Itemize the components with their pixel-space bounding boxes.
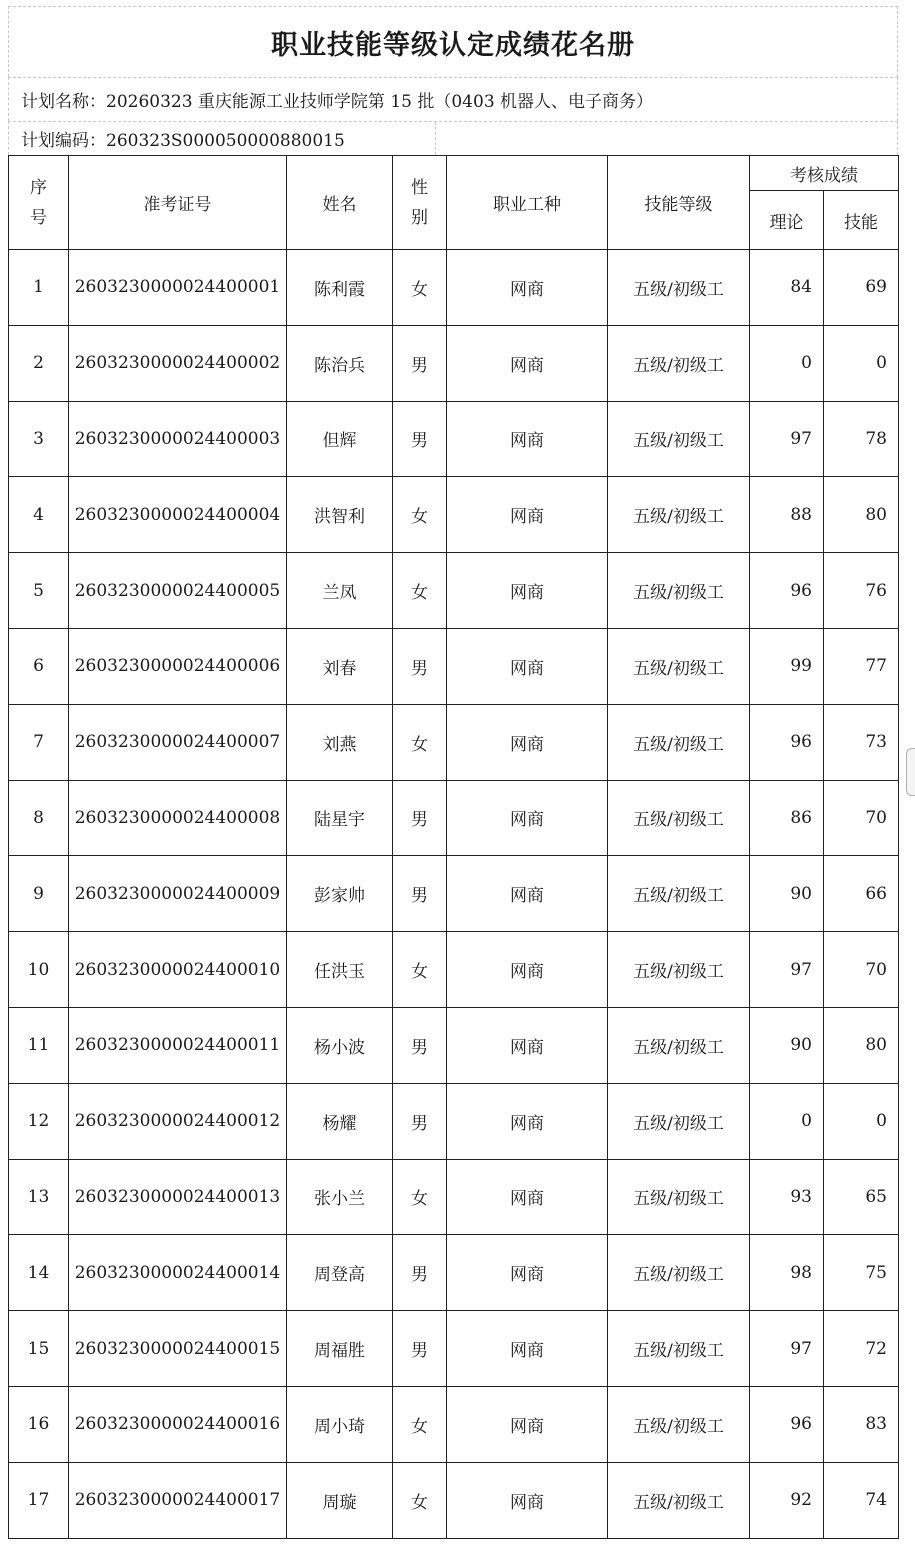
table-row [9, 1159, 899, 1235]
cell-occupation: 网商 [447, 1386, 608, 1462]
cell-occupation: 网商 [447, 325, 608, 401]
cell-skill: 76 [824, 553, 899, 629]
cell-ticket: 2603230000024400007 [69, 704, 287, 780]
cell-gender: 男 [393, 1311, 447, 1387]
cell-level: 五级/初级工 [608, 1386, 750, 1462]
cell-ticket: 2603230000024400002 [69, 325, 287, 401]
cell-occupation: 网商 [447, 704, 608, 780]
cell-gender: 男 [393, 856, 447, 932]
table-row [9, 553, 899, 629]
cell-occupation: 网商 [447, 250, 608, 326]
cell-seq: 16 [9, 1386, 69, 1462]
cell-gender: 女 [393, 1386, 447, 1462]
cell-theory: 90 [750, 856, 824, 932]
cell-name: 但辉 [287, 401, 393, 477]
cell-name: 兰凤 [287, 553, 393, 629]
cell-occupation: 网商 [447, 477, 608, 553]
cell-theory: 88 [750, 477, 824, 553]
cell-skill: 74 [824, 1462, 899, 1538]
cell-ticket: 2603230000024400010 [69, 932, 287, 1008]
cell-gender: 女 [393, 932, 447, 1008]
cell-ticket: 2603230000024400004 [69, 477, 287, 553]
cell-name: 陈利霞 [287, 250, 393, 326]
page-title: 职业技能等级认定成绩花名册 [8, 6, 898, 77]
header-seq-1: 序 [30, 177, 47, 198]
cell-seq: 14 [9, 1235, 69, 1311]
cell-name: 周小琦 [287, 1386, 393, 1462]
cell-ticket: 2603230000024400013 [69, 1159, 287, 1235]
cell-gender: 女 [393, 1462, 447, 1538]
cell-seq: 9 [9, 856, 69, 932]
cell-gender: 男 [393, 325, 447, 401]
cell-theory: 96 [750, 704, 824, 780]
cell-skill: 80 [824, 1007, 899, 1083]
cell-skill: 77 [824, 628, 899, 704]
cell-theory: 92 [750, 1462, 824, 1538]
table-row [9, 325, 899, 401]
cell-ticket: 2603230000024400008 [69, 780, 287, 856]
cell-gender: 女 [393, 250, 447, 326]
cell-theory: 0 [750, 325, 824, 401]
cell-ticket: 2603230000024400001 [69, 250, 287, 326]
cell-occupation: 网商 [447, 1083, 608, 1159]
cell-name: 刘燕 [287, 704, 393, 780]
cell-gender: 男 [393, 1235, 447, 1311]
table-row [9, 1386, 899, 1462]
cell-level: 五级/初级工 [608, 477, 750, 553]
plan-code-row [8, 121, 898, 155]
table-row [9, 401, 899, 477]
cell-skill: 0 [824, 1083, 899, 1159]
cell-name: 周璇 [287, 1462, 393, 1538]
cell-theory: 0 [750, 1083, 824, 1159]
cell-skill: 65 [824, 1159, 899, 1235]
cell-level: 五级/初级工 [608, 628, 750, 704]
cell-ticket: 2603230000024400015 [69, 1311, 287, 1387]
cell-seq: 2 [9, 325, 69, 401]
header-seq [9, 156, 69, 250]
cell-occupation: 网商 [447, 932, 608, 1008]
cell-ticket: 2603230000024400012 [69, 1083, 287, 1159]
cell-gender: 男 [393, 1083, 447, 1159]
header-seq-2: 号 [30, 207, 47, 228]
cell-name: 张小兰 [287, 1159, 393, 1235]
cell-name: 任洪玉 [287, 932, 393, 1008]
cell-skill: 78 [824, 401, 899, 477]
cell-theory: 99 [750, 628, 824, 704]
cell-skill: 0 [824, 325, 899, 401]
cell-ticket: 2603230000024400005 [69, 553, 287, 629]
cell-level: 五级/初级工 [608, 704, 750, 780]
table-row [9, 250, 899, 326]
header-scores: 考核成绩 [750, 156, 899, 191]
cell-seq: 5 [9, 553, 69, 629]
cell-ticket: 2603230000024400014 [69, 1235, 287, 1311]
cell-ticket: 2603230000024400009 [69, 856, 287, 932]
table-row [9, 856, 899, 932]
cell-gender: 女 [393, 553, 447, 629]
plan-code: 计划编码：260323S000050000880015 [9, 122, 436, 155]
cell-name: 周登高 [287, 1235, 393, 1311]
cell-level: 五级/初级工 [608, 325, 750, 401]
cell-theory: 93 [750, 1159, 824, 1235]
cell-name: 周福胜 [287, 1311, 393, 1387]
cell-ticket: 2603230000024400003 [69, 401, 287, 477]
cell-occupation: 网商 [447, 401, 608, 477]
cell-gender: 男 [393, 628, 447, 704]
cell-name: 陈治兵 [287, 325, 393, 401]
cell-level: 五级/初级工 [608, 780, 750, 856]
cell-occupation: 网商 [447, 628, 608, 704]
cell-name: 彭家帅 [287, 856, 393, 932]
cell-seq: 1 [9, 250, 69, 326]
cell-gender: 男 [393, 780, 447, 856]
cell-theory: 96 [750, 553, 824, 629]
score-table [8, 155, 899, 1539]
cell-theory: 98 [750, 1235, 824, 1311]
cell-skill: 70 [824, 932, 899, 1008]
cell-name: 杨耀 [287, 1083, 393, 1159]
cell-level: 五级/初级工 [608, 1159, 750, 1235]
cell-ticket: 2603230000024400011 [69, 1007, 287, 1083]
cell-skill: 75 [824, 1235, 899, 1311]
header-skill: 技能 [824, 191, 899, 250]
cell-seq: 12 [9, 1083, 69, 1159]
cell-skill: 70 [824, 780, 899, 856]
cell-level: 五级/初级工 [608, 1007, 750, 1083]
cell-seq: 3 [9, 401, 69, 477]
header-gender [393, 156, 447, 250]
cell-theory: 96 [750, 1386, 824, 1462]
cell-gender: 男 [393, 1007, 447, 1083]
cell-gender: 女 [393, 477, 447, 553]
cell-level: 五级/初级工 [608, 856, 750, 932]
cell-occupation: 网商 [447, 1007, 608, 1083]
cell-skill: 80 [824, 477, 899, 553]
cell-level: 五级/初级工 [608, 401, 750, 477]
cell-occupation: 网商 [447, 856, 608, 932]
cell-seq: 15 [9, 1311, 69, 1387]
cell-gender: 女 [393, 1159, 447, 1235]
cell-theory: 90 [750, 1007, 824, 1083]
cell-level: 五级/初级工 [608, 250, 750, 326]
cell-level: 五级/初级工 [608, 932, 750, 1008]
cell-seq: 4 [9, 477, 69, 553]
roster-sheet [8, 6, 898, 1539]
cell-skill: 73 [824, 704, 899, 780]
header-gender-2: 别 [411, 207, 428, 228]
table-row [9, 1235, 899, 1311]
table-row [9, 1462, 899, 1538]
header-occupation: 职业工种 [447, 156, 608, 250]
table-row [9, 1007, 899, 1083]
cell-theory: 97 [750, 932, 824, 1008]
cell-gender: 男 [393, 401, 447, 477]
table-row [9, 780, 899, 856]
cell-theory: 84 [750, 250, 824, 326]
cell-seq: 6 [9, 628, 69, 704]
cell-occupation: 网商 [447, 1462, 608, 1538]
cell-name: 陆星宇 [287, 780, 393, 856]
table-row [9, 628, 899, 704]
cell-theory: 86 [750, 780, 824, 856]
cell-ticket: 2603230000024400006 [69, 628, 287, 704]
cell-gender: 女 [393, 704, 447, 780]
table-row [9, 932, 899, 1008]
cell-seq: 7 [9, 704, 69, 780]
cell-level: 五级/初级工 [608, 1311, 750, 1387]
header-level: 技能等级 [608, 156, 750, 250]
cell-skill: 66 [824, 856, 899, 932]
cell-occupation: 网商 [447, 553, 608, 629]
cell-seq: 11 [9, 1007, 69, 1083]
cell-level: 五级/初级工 [608, 1083, 750, 1159]
cell-skill: 83 [824, 1386, 899, 1462]
cell-seq: 17 [9, 1462, 69, 1538]
table-row [9, 477, 899, 553]
plan-name: 计划名称：20260323 重庆能源工业技师学院第 15 批（0403 机器人、电子商务） [8, 77, 898, 121]
cell-name: 杨小波 [287, 1007, 393, 1083]
cell-ticket: 2603230000024400016 [69, 1386, 287, 1462]
cell-level: 五级/初级工 [608, 553, 750, 629]
cell-level: 五级/初级工 [608, 1235, 750, 1311]
cell-name: 刘春 [287, 628, 393, 704]
cell-occupation: 网商 [447, 1235, 608, 1311]
header-gender-1: 性 [411, 177, 428, 198]
header-name: 姓名 [287, 156, 393, 250]
cell-theory: 97 [750, 401, 824, 477]
cell-occupation: 网商 [447, 780, 608, 856]
table-row [9, 1311, 899, 1387]
cell-skill: 69 [824, 250, 899, 326]
header-ticket: 准考证号 [69, 156, 287, 250]
cell-occupation: 网商 [447, 1159, 608, 1235]
cell-seq: 8 [9, 780, 69, 856]
cell-skill: 72 [824, 1311, 899, 1387]
cell-seq: 13 [9, 1159, 69, 1235]
table-row [9, 704, 899, 780]
cell-theory: 97 [750, 1311, 824, 1387]
table-row [9, 1083, 899, 1159]
header-theory: 理论 [750, 191, 824, 250]
side-scroll-handle[interactable] [906, 748, 915, 796]
cell-ticket: 2603230000024400017 [69, 1462, 287, 1538]
cell-occupation: 网商 [447, 1311, 608, 1387]
cell-seq: 10 [9, 932, 69, 1008]
cell-name: 洪智利 [287, 477, 393, 553]
cell-level: 五级/初级工 [608, 1462, 750, 1538]
